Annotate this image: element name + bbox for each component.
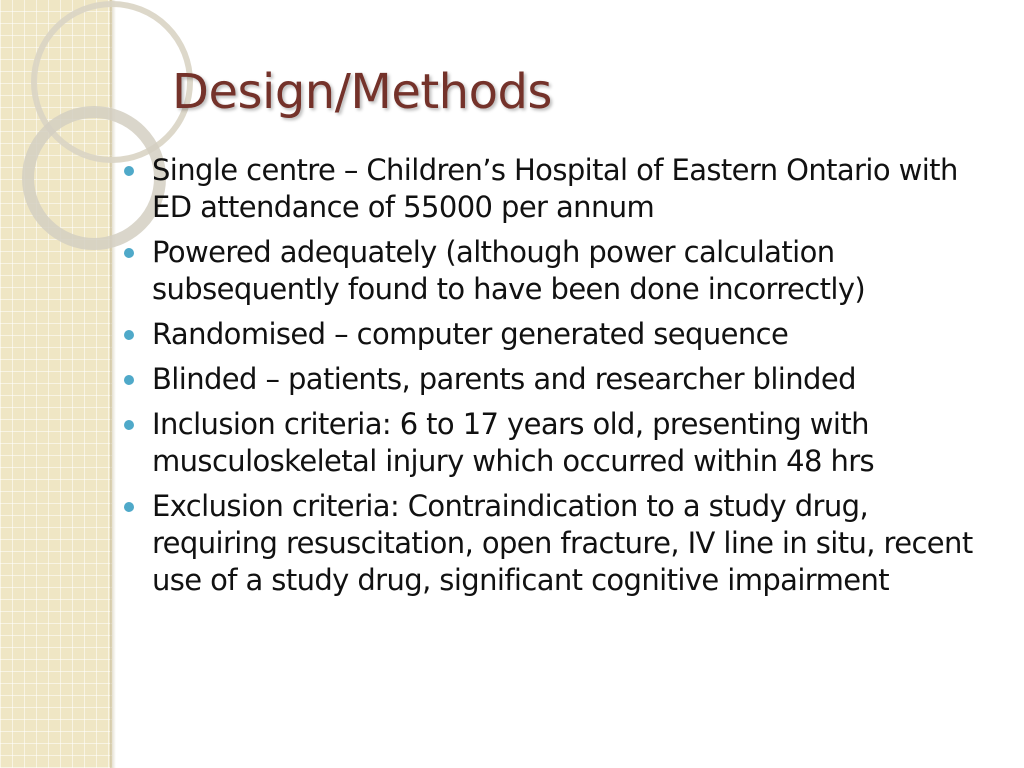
bullet-dot-icon bbox=[124, 166, 134, 176]
bullet-item bbox=[120, 406, 1000, 480]
bullet-dot-icon bbox=[124, 330, 134, 340]
bullet-dot-icon bbox=[124, 248, 134, 258]
bullet-dot-icon bbox=[124, 375, 134, 385]
bullet-item bbox=[120, 152, 1000, 226]
bullet-text: Single centre – Children’s Hospital of Eastern Ontario with ED attendance of 55000 per annum bbox=[152, 153, 958, 224]
bullet-dot-icon bbox=[124, 420, 134, 430]
bullet-list bbox=[120, 152, 1000, 607]
bullet-item bbox=[120, 361, 1000, 398]
bullet-item bbox=[120, 316, 1000, 353]
bullet-text: Blinded – patients, parents and researcher blinded bbox=[152, 362, 856, 396]
bullet-text: Powered adequately (although power calculation subsequently found to have been done incorrectly) bbox=[152, 235, 866, 306]
bullet-text: Exclusion criteria: Contraindication to a study drug, requiring resuscitation, open fracture, IV line in situ, recent use of a study drug, significant cognitive impairment bbox=[152, 489, 973, 597]
bullet-text: Randomised – computer generated sequence bbox=[152, 317, 789, 351]
bullet-text: Inclusion criteria: 6 to 17 years old, presenting with musculoskeletal injury which occurred within 48 hrs bbox=[152, 407, 875, 478]
bullet-item bbox=[120, 234, 1000, 308]
bullet-item bbox=[120, 488, 1000, 599]
slide-title: Design/Methods bbox=[172, 64, 552, 120]
bullet-dot-icon bbox=[124, 502, 134, 512]
decorative-ring-large bbox=[34, 4, 190, 160]
